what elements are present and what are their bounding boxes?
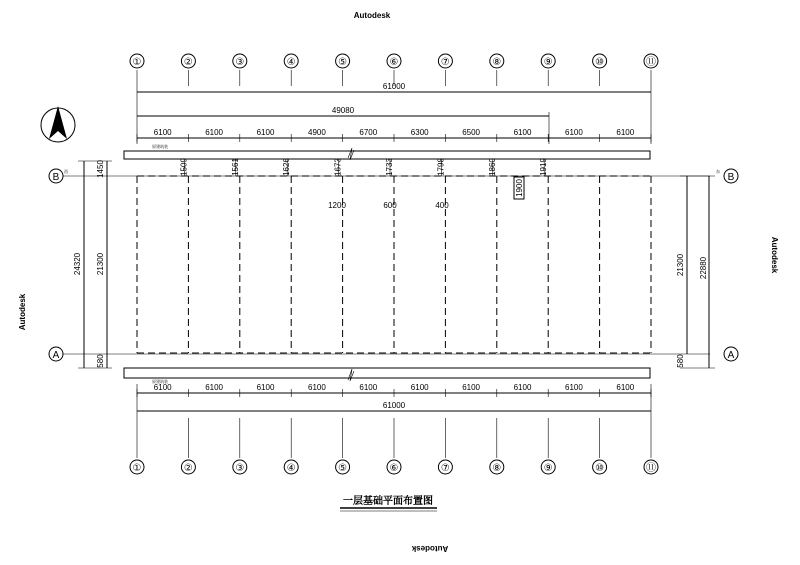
elevation-label: 1626 — [282, 158, 292, 176]
overall-length-bottom: 61000 — [382, 401, 406, 410]
bottom-spacing-label: 6100 — [256, 383, 275, 392]
left-overall-dim: 24320 — [73, 252, 82, 276]
column-number-top: ⑩ — [595, 57, 605, 68]
side-mark-right: 东 — [716, 169, 720, 174]
top-spacing-label: 6100 — [205, 128, 223, 137]
row-bubble-a-right — [724, 347, 738, 361]
bottom-building-strip — [124, 368, 650, 378]
top-spacing-label: 6100 — [565, 128, 583, 137]
boxed-elevation — [514, 177, 524, 199]
column-number-bottom: ⑦ — [440, 463, 450, 474]
column-number-top: ⑪ — [646, 57, 656, 68]
top-spacing-label: 6500 — [462, 128, 480, 137]
side-mark-left: 西 — [64, 169, 68, 174]
bottom-spacing-label: 6100 — [205, 383, 223, 392]
row-label: B — [727, 172, 735, 183]
column-number-bottom: ⑩ — [595, 463, 605, 474]
watermark-right: Autodesk — [770, 236, 779, 274]
overall-length-top: 61000 — [382, 82, 406, 91]
right-overall-dim: 22880 — [699, 256, 708, 280]
column-number-top: ⑧ — [492, 57, 502, 68]
row-label: A — [52, 350, 60, 361]
bottom-strip-label: 原建筑装 — [152, 379, 168, 384]
boxed-elevation-value: 1900 — [515, 179, 524, 197]
bottom-spacing-label: 6100 — [153, 383, 172, 392]
top-spacing-label: 6100 — [616, 128, 635, 137]
top-spacing-label: 6100 — [153, 128, 172, 137]
elevation-label: 1919 — [539, 158, 549, 176]
watermark-bottom: Autodesk — [411, 544, 449, 553]
elevation-label: 1798 — [436, 158, 446, 176]
column-number-top: ⑦ — [440, 57, 450, 68]
inner-dim-3: 400 — [435, 201, 449, 210]
partial-length: 49080 — [331, 106, 355, 115]
right-dimension-lines — [680, 176, 715, 368]
drawing-title: 一层基础平面布置图 — [343, 496, 433, 507]
break-mark-bottom — [348, 369, 354, 381]
top-strip-label: 原建筑装 — [152, 144, 168, 149]
row-label: B — [52, 172, 60, 183]
elevation-label: 1860 — [487, 158, 497, 176]
left-dimension-lines — [78, 161, 112, 368]
column-number-top: ② — [183, 57, 193, 68]
column-number-bottom: ⑨ — [543, 463, 553, 474]
left-top-dim: 1450 — [96, 160, 105, 178]
watermark-left: Autodesk — [18, 293, 27, 331]
north-arrow-icon — [41, 106, 75, 142]
bottom-spacing-label: 6100 — [565, 383, 583, 392]
column-number-top: ① — [132, 57, 142, 68]
column-number-bottom: ⑥ — [389, 463, 399, 474]
row-bubble-b-right — [724, 169, 738, 183]
watermark-top: Autodesk — [353, 11, 391, 20]
left-bottom-dim: 580 — [96, 354, 105, 368]
right-middle-dim: 21300 — [676, 253, 685, 277]
top-building-strip — [124, 151, 650, 159]
right-bottom-dim: 580 — [676, 354, 685, 368]
left-middle-dim: 21300 — [96, 252, 105, 276]
bottom-spacing-label: 6100 — [513, 383, 532, 392]
elevation-label: 1733 — [385, 158, 394, 176]
column-number-bottom: ① — [132, 463, 142, 474]
column-number-bottom: ④ — [286, 463, 296, 474]
column-number-top: ④ — [286, 57, 296, 68]
column-number-top: ⑨ — [543, 57, 553, 68]
column-number-bottom: ② — [183, 463, 193, 474]
column-number-bottom: ③ — [235, 463, 245, 474]
elevation-label: 1509 — [179, 158, 189, 176]
elevation-label: 1673 — [333, 158, 343, 176]
column-number-bottom: ⑧ — [492, 463, 502, 474]
top-spacing-label: 4900 — [308, 128, 326, 137]
bottom-spacing-label: 6100 — [462, 383, 480, 392]
elevation-label: 1561 — [230, 158, 240, 176]
top-spacing-label: 6700 — [359, 128, 378, 137]
row-bubble-a-left — [49, 347, 80, 361]
row-label: A — [727, 350, 735, 361]
top-spacing-label: 6100 — [256, 128, 275, 137]
top-spacing-label: 6300 — [410, 128, 429, 137]
top-spacing-label: 6100 — [513, 128, 532, 137]
column-number-top: ⑥ — [389, 57, 399, 68]
column-number-top: ⑤ — [338, 57, 348, 68]
bottom-spacing-label: 6100 — [410, 383, 429, 392]
column-number-bottom: ⑪ — [646, 463, 656, 474]
column-number-bottom: ⑤ — [338, 463, 348, 474]
inner-dim-1: 1200 — [328, 201, 346, 210]
bottom-spacing-label: 6100 — [359, 383, 378, 392]
column-number-top: ③ — [235, 57, 245, 68]
bottom-spacing-label: 6100 — [308, 383, 326, 392]
inner-dim-2: 600 — [383, 201, 397, 210]
break-mark-top — [348, 148, 354, 160]
bottom-spacing-label: 6100 — [616, 383, 635, 392]
